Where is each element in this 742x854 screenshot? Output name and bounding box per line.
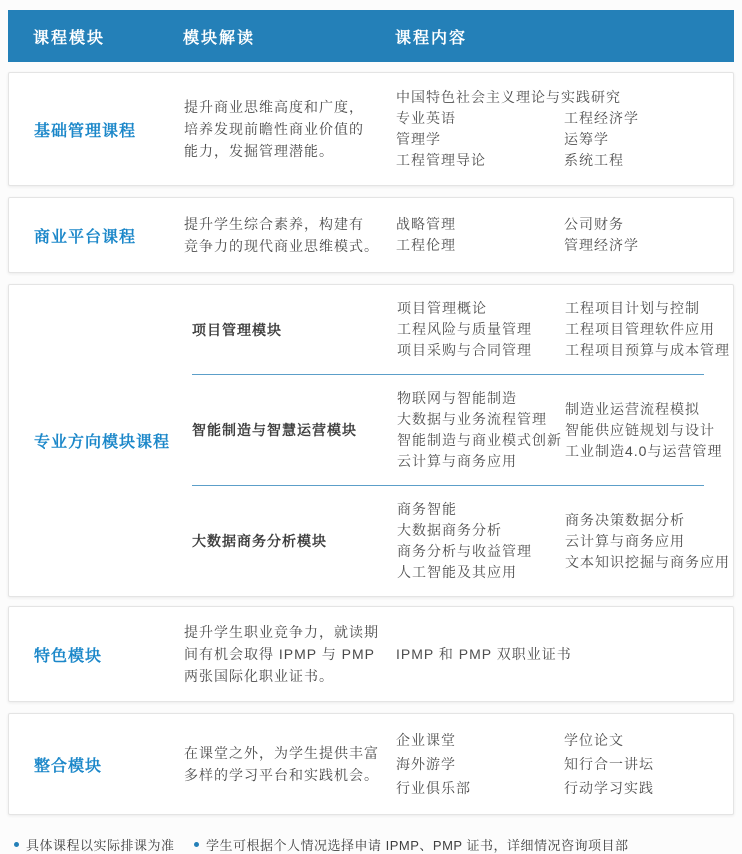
interpretation-line: 间有机会取得 IPMP 与 PMP: [184, 646, 375, 662]
module-name: 基础管理课程: [34, 122, 137, 140]
bullet-dot-icon: [194, 842, 199, 847]
interpretation-line: 提升学生职业竞争力，就读期: [184, 624, 379, 640]
interpretation-line: 两张国际化职业证书。: [184, 668, 334, 684]
course-item: 行动学习实践: [564, 780, 654, 796]
footnote-text: 学生可根据个人情况选择申请 IPMP、PMP 证书，详细情况咨询项目部: [206, 838, 629, 853]
course-item: 管理学: [396, 131, 441, 147]
course-item: 云计算与商务应用: [565, 532, 685, 549]
course-item: 运筹学: [564, 131, 609, 147]
row-business-platform: [8, 197, 734, 273]
course-item: 工程管理导论: [396, 152, 486, 168]
header-col-module: 课程模块: [33, 29, 106, 47]
course-item: 商务决策数据分析: [565, 511, 685, 528]
course-item: 海外游学: [396, 756, 456, 772]
course-list-left: [397, 499, 565, 583]
course-item: 学位论文: [564, 732, 624, 748]
interpretation-line: 提升学生综合素养，构建有: [184, 216, 364, 232]
course-list-left: [396, 728, 564, 800]
course-item: 系统工程: [564, 152, 624, 168]
course-list-left: [397, 388, 565, 472]
course-item: 工程风险与质量管理: [397, 321, 532, 337]
bullet-dot-icon: [14, 842, 19, 847]
module-name: 整合模块: [34, 757, 103, 775]
course-item: 大数据商务分析: [397, 522, 502, 538]
footnote-item: [194, 835, 628, 854]
course-item: 工程项目预算与成本管理: [565, 342, 730, 358]
course-item: 战略管理: [396, 216, 456, 232]
certificate-content: IPMP 和 PMP 双职业证书: [396, 646, 572, 662]
module-name: 商业平台课程: [34, 228, 137, 246]
submodule-name: 智能制造与智慧运营模块: [192, 422, 357, 438]
interpretation-line: 多样的学习平台和实践机会。: [184, 767, 379, 783]
course-item: 企业课堂: [396, 732, 456, 748]
course-item: 工程伦理: [396, 237, 456, 253]
course-list-right: [565, 298, 730, 361]
header-col-interpretation: 模块解读: [183, 29, 256, 47]
course-list-left: [397, 298, 565, 361]
module-name: 特色模块: [34, 647, 103, 665]
course-item: 工程项目计划与控制: [565, 300, 700, 316]
course-item: 知行合一讲坛: [564, 756, 654, 772]
interpretation-line: 在课堂之外，为学生提供丰富: [184, 745, 379, 761]
row-basic-management: [8, 72, 734, 186]
course-list-left: [396, 214, 564, 256]
module-name: 专业方向模块课程: [34, 434, 171, 451]
submodule-big-data-business-analytics: [184, 486, 730, 596]
table-header: [8, 10, 734, 62]
row-specialization-modules: [8, 284, 734, 597]
course-item: 智能制造与商业模式创新: [397, 432, 562, 448]
course-list-right: [564, 214, 708, 256]
course-item: 工业制造4.0与运营管理: [565, 442, 723, 459]
course-list-right: [565, 399, 730, 462]
interpretation-line: 竞争力的现代商业思维模式。: [184, 238, 379, 254]
interpretation-line: 能力，发掘管理潜能。: [184, 143, 334, 159]
module-interpretation: [184, 621, 396, 687]
course-list-right: [565, 510, 730, 573]
course-item: 商务分析与收益管理: [397, 543, 532, 559]
course-item: 项目采购与合同管理: [397, 342, 532, 358]
module-interpretation: [184, 213, 396, 257]
header-col-content: 课程内容: [395, 29, 468, 47]
course-item: 大数据与业务流程管理: [397, 411, 547, 427]
course-item: 物联网与智能制造: [397, 390, 517, 406]
footnote-text: 具体课程以实际排课为准: [26, 838, 175, 853]
course-item: 人工智能及其应用: [397, 564, 517, 580]
course-item: 制造业运营流程模拟: [565, 400, 700, 417]
submodule-smart-manufacturing: [184, 375, 730, 485]
row-integration-module: [8, 713, 734, 815]
course-list-right: [564, 728, 708, 800]
interpretation-line: 培养发现前瞻性商业价值的: [184, 121, 364, 137]
interpretation-line: 提升商业思维高度和广度，: [184, 99, 364, 115]
course-item: 文本知识挖掘与商务应用: [565, 553, 730, 570]
course-list-right: [564, 108, 708, 171]
submodule-list: [184, 285, 730, 596]
module-interpretation: [184, 96, 396, 162]
course-item: 商务智能: [397, 501, 457, 517]
submodule-name: 项目管理模块: [192, 321, 282, 338]
course-item: 工程项目管理软件应用: [565, 321, 715, 337]
submodule-name: 大数据商务分析模块: [192, 533, 327, 549]
course-item: 行业俱乐部: [396, 780, 471, 796]
footnotes: [8, 826, 734, 854]
submodule-project-management: [184, 285, 730, 374]
course-item: 专业英语: [396, 110, 456, 126]
course-item: 智能供应链规划与设计: [565, 421, 715, 438]
course-item: 公司财务: [564, 216, 624, 232]
row-special-module: [8, 606, 734, 702]
course-item: 云计算与商务应用: [397, 453, 517, 469]
course-item: 中国特色社会主义理论与实践研究: [396, 89, 621, 105]
course-item: 管理经济学: [564, 237, 639, 253]
course-item: 项目管理概论: [397, 300, 487, 316]
module-interpretation: [184, 742, 396, 786]
course-item: 工程经济学: [564, 110, 639, 126]
footnote-item: [14, 835, 194, 854]
